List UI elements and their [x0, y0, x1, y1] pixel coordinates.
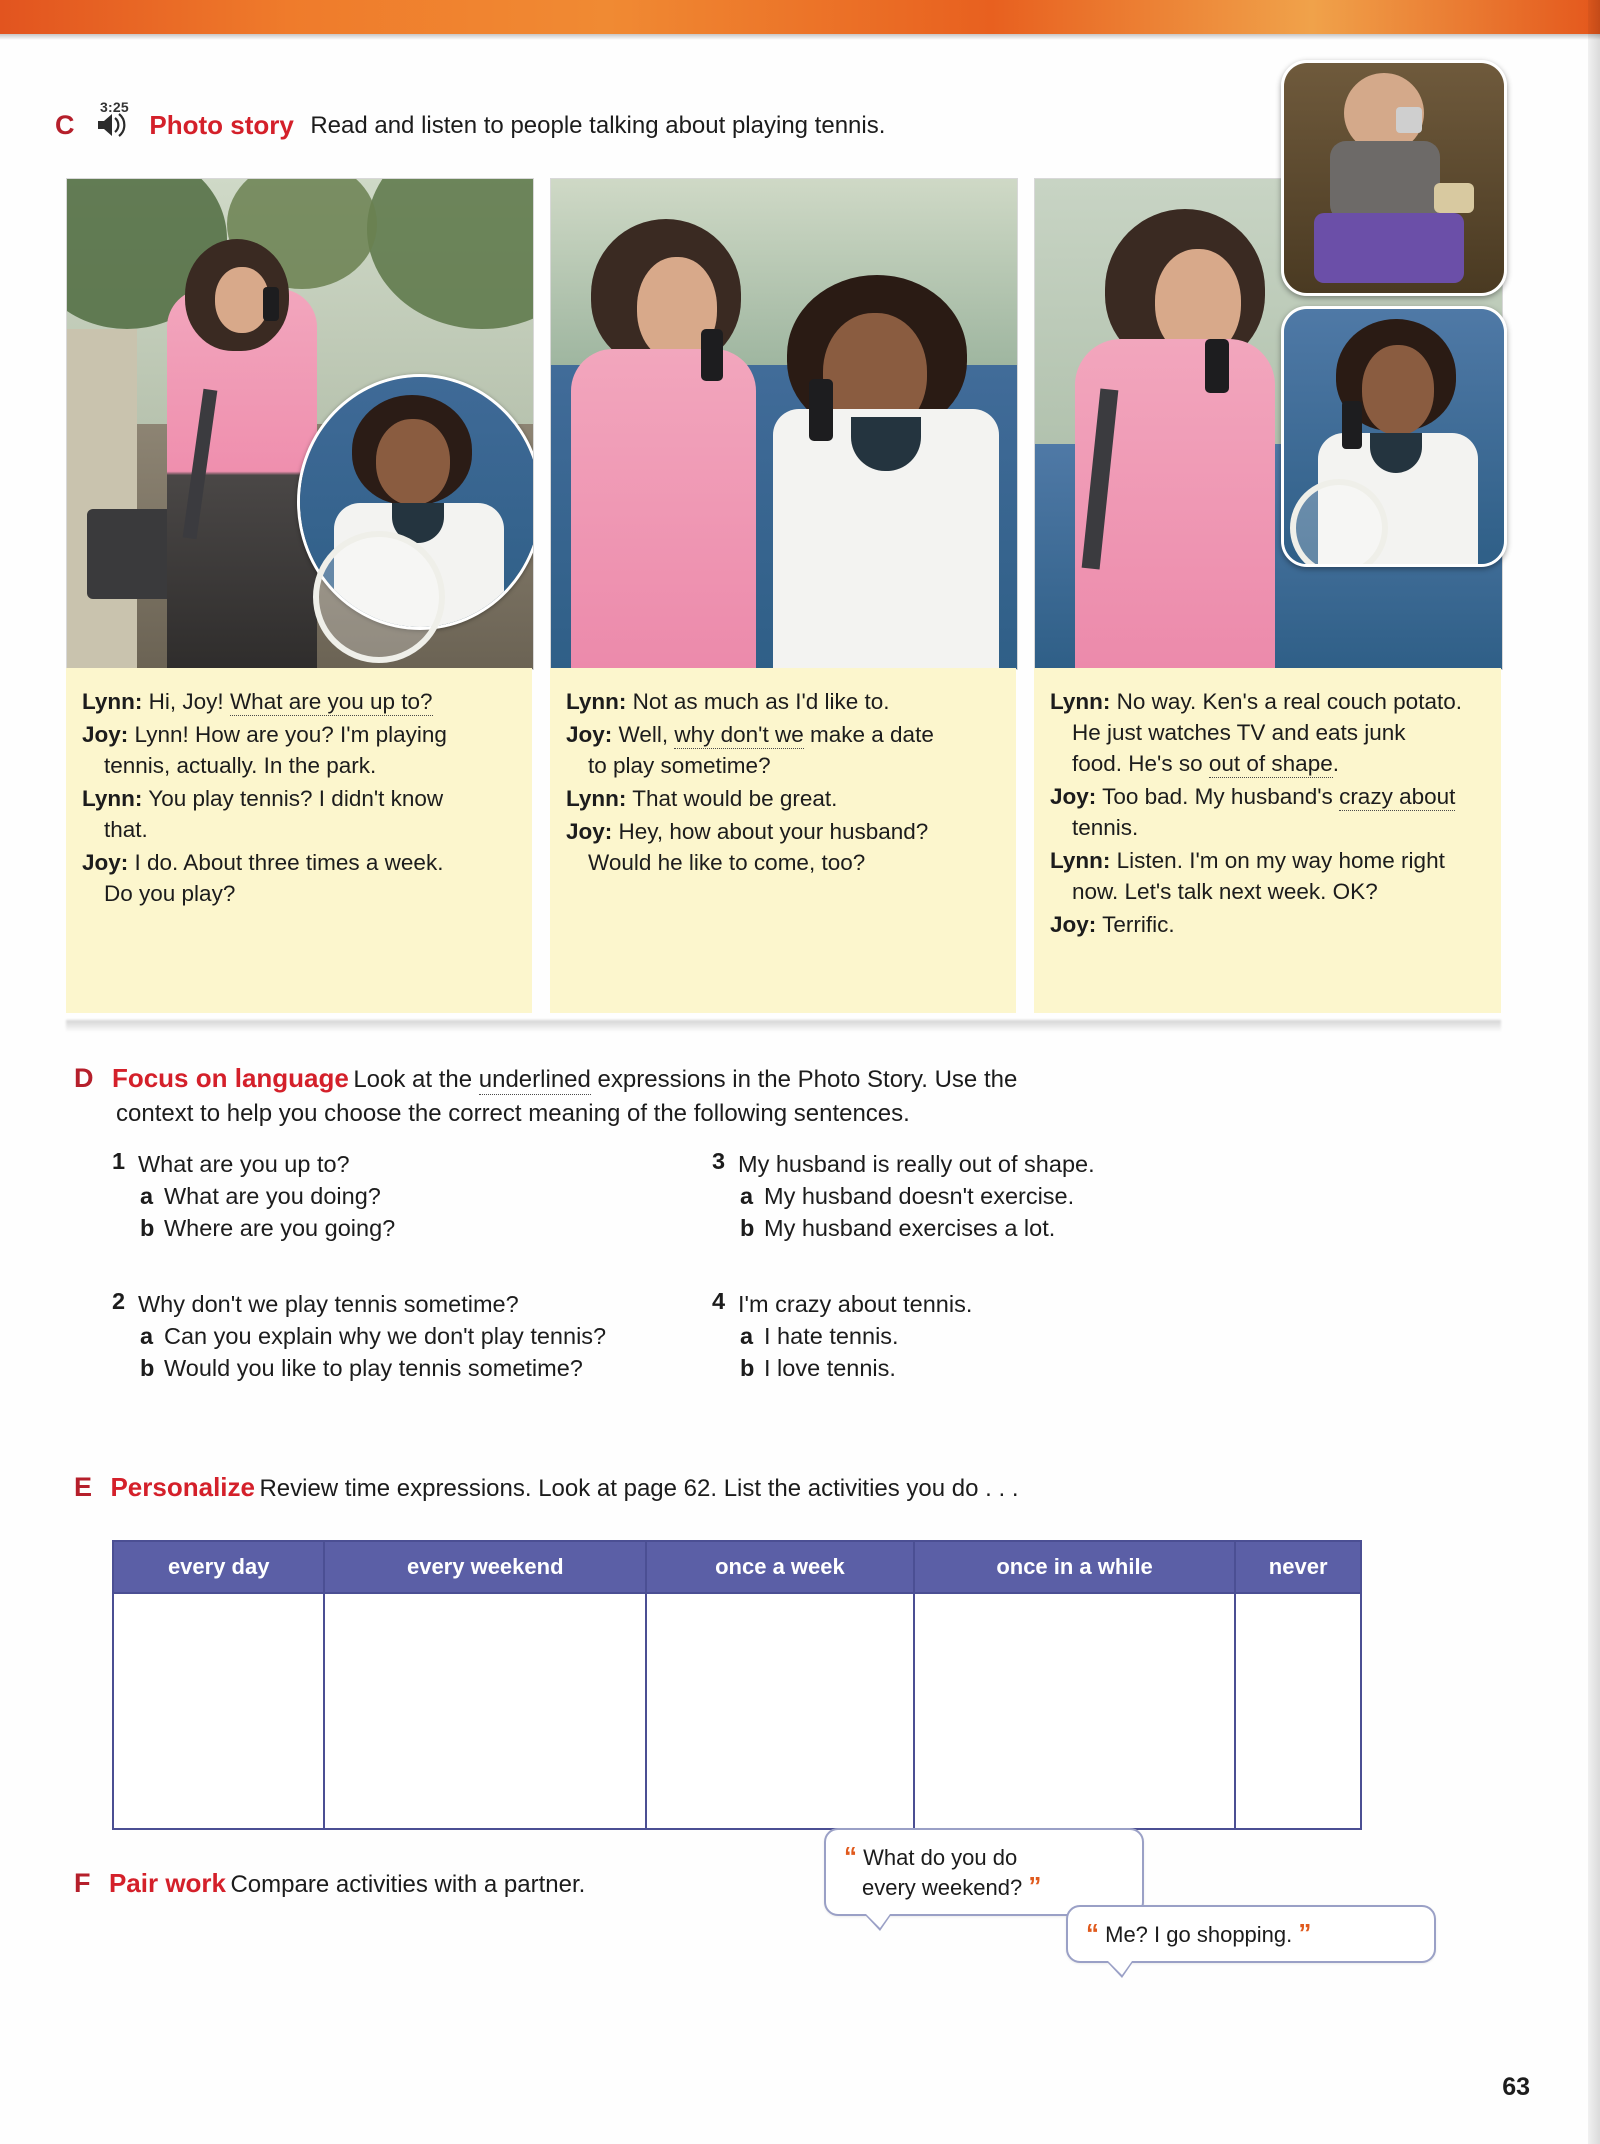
page-number: 63 [1502, 2073, 1530, 2101]
option-text: Where are you going? [164, 1215, 396, 1241]
question-prompt: Why don't we play tennis sometime? [138, 1291, 519, 1317]
audio-speaker-icon[interactable] [95, 110, 129, 145]
speech-bubble-answer [1066, 1905, 1436, 1963]
question-column-left [112, 1148, 712, 1412]
question-4 [712, 1288, 1312, 1384]
page-right-edge [1588, 0, 1600, 2144]
col-header-once-in-a-while: once in a while [914, 1541, 1236, 1593]
cell-once-a-week[interactable] [646, 1593, 914, 1829]
question-prompt: What are you up to? [138, 1151, 350, 1177]
photo-panel-2 [550, 178, 1016, 1183]
col-header-never: never [1235, 1541, 1361, 1593]
dialog-line: Joy: I do. About three times a week. Do you play? [82, 850, 444, 906]
dialog-line: Lynn: Listen. I'm on my way home right now. Let's talk next week. OK? [1050, 848, 1445, 904]
bubble-line-1: Me? I go shopping. [1105, 1922, 1293, 1947]
option-1a[interactable] [140, 1180, 712, 1212]
exercise-e-heading [74, 1472, 1404, 1503]
option-letter: b [140, 1215, 155, 1241]
option-1b[interactable] [140, 1212, 712, 1244]
col-header-every-day: every day [113, 1541, 324, 1593]
option-letter: a [740, 1183, 754, 1209]
dialog-line: Joy: Lynn! How are you? I'm playing tennis, actually. In the park. [82, 722, 447, 778]
option-text: What are you doing? [164, 1183, 381, 1209]
question-number: 1 [112, 1148, 126, 1174]
banner-shadow [0, 34, 1600, 40]
inset-photo-couch-potato [1281, 60, 1507, 296]
speech-bubble-question [824, 1828, 1144, 1916]
inset-photo-joy-phone [1281, 306, 1507, 567]
bubble-line-1: What do you do [863, 1845, 1018, 1870]
exercise-f-heading [74, 1868, 585, 1899]
dialog-line: Joy: Hey, how about your husband? Would he like to come, too? [566, 819, 929, 875]
cell-never[interactable] [1235, 1593, 1361, 1829]
option-letter: a [140, 1183, 154, 1209]
option-letter: a [740, 1323, 754, 1349]
option-3a[interactable] [740, 1180, 1312, 1212]
cell-every-day[interactable] [113, 1593, 324, 1829]
exercise-d-letter: D [74, 1063, 94, 1093]
exercise-e-letter: E [74, 1472, 93, 1502]
exercise-d-heading [74, 1063, 1394, 1131]
exercise-c-title: Photo story [149, 110, 294, 140]
question-number: 3 [712, 1148, 726, 1174]
col-header-every-weekend: every weekend [324, 1541, 646, 1593]
dialog-line: Joy: Terrific. [1050, 912, 1175, 937]
bubble-line-2: every weekend? [862, 1875, 1023, 1900]
option-2b[interactable] [140, 1352, 712, 1384]
cell-once-in-a-while[interactable] [914, 1593, 1236, 1829]
question-3 [712, 1148, 1312, 1244]
exercise-f-title: Pair work [108, 1868, 227, 1898]
col-header-once-a-week: once a week [646, 1541, 914, 1593]
exercise-c-heading [55, 108, 1305, 143]
audio-track-number: 3:25 [100, 99, 129, 115]
underlined-word: underlined [478, 1066, 591, 1093]
quote-close-icon: ” [1028, 1871, 1042, 1901]
exercise-f-letter: F [74, 1868, 91, 1898]
quote-close-icon: ” [1298, 1918, 1312, 1948]
exercise-e-instruction: Review time expressions. Look at page 62. List the activities you do . . . [259, 1475, 1019, 1502]
question-number: 2 [112, 1288, 126, 1314]
dialog-line: Lynn: No way. Ken's a real couch potato. He just watches TV and eats junk food. He's so out of shape. [1050, 689, 1462, 776]
option-4a[interactable] [740, 1320, 1312, 1352]
question-2 [112, 1288, 712, 1384]
option-2a[interactable] [140, 1320, 712, 1352]
option-letter: a [140, 1323, 154, 1349]
dialog-line: Lynn: Hi, Joy! What are you up to? [82, 689, 433, 714]
photo-caption-2 [550, 668, 1016, 1013]
activities-table [112, 1540, 1362, 1830]
dialog-line: Joy: Too bad. My husband's crazy about tennis. [1050, 784, 1456, 840]
exercise-c-letter: C [55, 110, 75, 140]
question-1 [112, 1148, 712, 1244]
photo-caption-3 [1034, 668, 1501, 1013]
top-banner [0, 0, 1600, 34]
option-text: I love tennis. [764, 1355, 896, 1381]
quote-open-icon: “ [844, 1841, 857, 1871]
dialog-line: Lynn: That would be great. [566, 786, 838, 811]
option-letter: b [740, 1215, 755, 1241]
question-prompt: I'm crazy about tennis. [738, 1291, 973, 1317]
photo-story-strip [66, 178, 1501, 1028]
exercise-d-instruction-line2: context to help you choose the correct meaning of the following sentences. [116, 1100, 910, 1127]
photo-caption-1 [66, 668, 532, 1013]
question-prompt: My husband is really out of shape. [738, 1151, 1095, 1177]
dialog-line: Joy: Well, why don't we make a date to play sometime? [566, 722, 934, 778]
table-header-row [113, 1541, 1361, 1593]
option-text: My husband exercises a lot. [764, 1215, 1056, 1241]
activities-table-wrapper [112, 1540, 1362, 1820]
photo-panel-1 [66, 178, 532, 1183]
cell-every-weekend[interactable] [324, 1593, 646, 1829]
table-row [113, 1593, 1361, 1829]
question-column-right [712, 1148, 1312, 1412]
option-letter: b [140, 1355, 155, 1381]
dialog-line: Lynn: You play tennis? I didn't know that. [82, 786, 444, 842]
exercise-f-instruction: Compare activities with a partner. [230, 1871, 586, 1898]
question-number: 4 [712, 1288, 726, 1314]
option-4b[interactable] [740, 1352, 1312, 1384]
photo-1 [66, 178, 534, 670]
option-letter: b [740, 1355, 755, 1381]
exercise-d-instruction: Look at the underlined expressions in the Photo Story. Use the [353, 1066, 1018, 1093]
quote-open-icon: “ [1086, 1918, 1099, 1948]
option-3b[interactable] [740, 1212, 1312, 1244]
dialog-line: Lynn: Not as much as I'd like to. [566, 689, 890, 714]
exercise-d-title: Focus on language [111, 1063, 349, 1093]
option-text: I hate tennis. [764, 1323, 899, 1349]
photo-strip-shadow [66, 1020, 1501, 1032]
option-text: Would you like to play tennis sometime? [164, 1355, 583, 1381]
exercise-c-instruction: Read and listen to people talking about playing tennis. [310, 111, 886, 139]
photo-2 [550, 178, 1018, 670]
option-text: Can you explain why we don't play tennis? [164, 1323, 607, 1349]
exercise-e-title: Personalize [110, 1472, 255, 1502]
option-text: My husband doesn't exercise. [764, 1183, 1075, 1209]
